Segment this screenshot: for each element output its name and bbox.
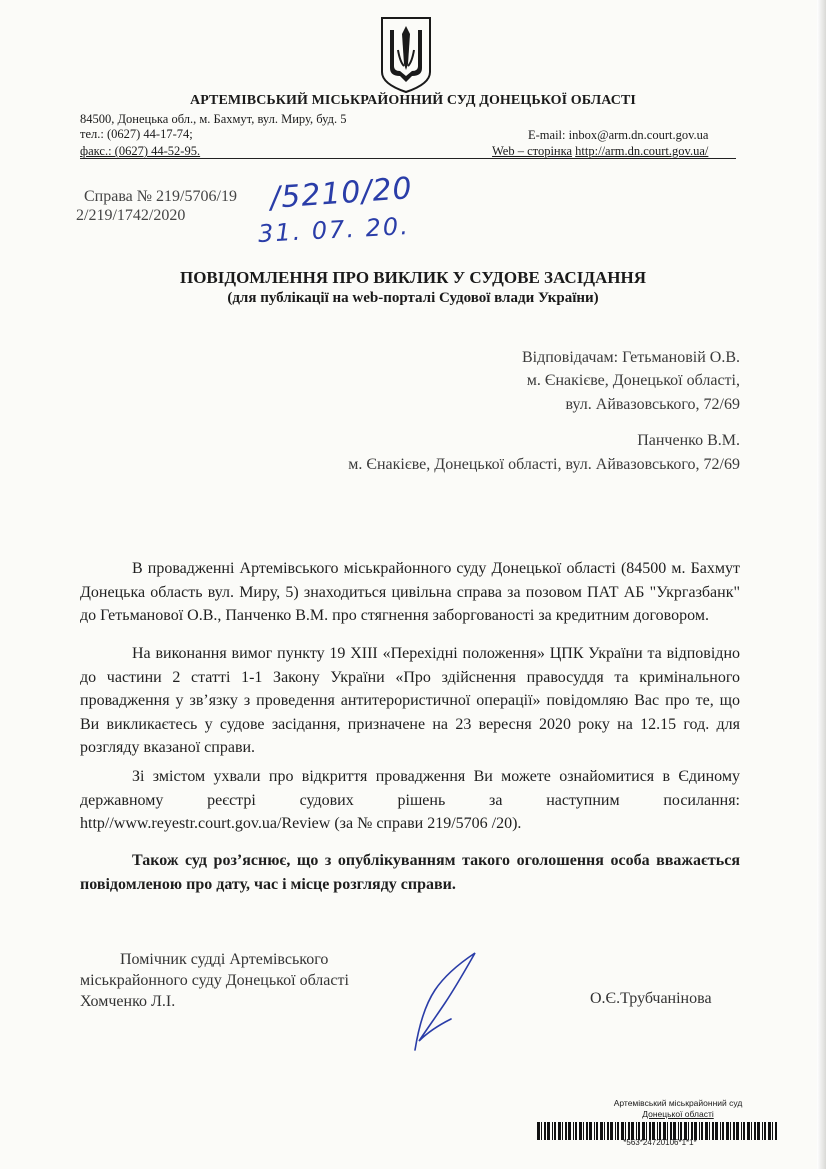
barcode-bar xyxy=(552,1122,553,1140)
court-fax-text: факс.: (0627) 44-52-95. xyxy=(80,144,201,158)
website-label: Web – сторінка xyxy=(492,144,573,158)
body-paragraph-text: Також суд роз’яснює, що з опублікуванням такого оголошення особа вважається повідомленою про дату, час і місце розгляду справи. xyxy=(80,852,740,893)
barcode-bar xyxy=(772,1122,773,1140)
document-title: ПОВІДОМЛЕННЯ ПРО ВИКЛИК У СУДОВЕ ЗАСІДАННЯ xyxy=(179,268,647,287)
body-paragraph xyxy=(80,557,740,628)
barcode-number: *563*24720106*1*1* xyxy=(623,1138,697,1147)
case-reg-number: 2/219/1742/2020 xyxy=(76,207,186,224)
court-website xyxy=(492,144,708,159)
body-paragraph xyxy=(80,765,740,836)
barcode-bar xyxy=(764,1122,766,1140)
signer-court: міськрайонного суду Донецької області xyxy=(80,972,349,989)
barcode-bar xyxy=(775,1122,777,1140)
body-paragraph-text: В провадженні Артемівського міськрайонного суду Донецької області (84500 м. Бахмут Донецька область вул. Миру, 5) знаходиться цивільна справа за позовом ПАТ АБ "Укргазбанк" до Гетьманової О.В., Панченко В.М. про стягнення заборгованості за кредитним договором. xyxy=(80,560,740,624)
case-number: Справа № 219/5706/19 xyxy=(84,188,237,205)
stamp-line: Донецької області xyxy=(642,1109,714,1119)
recipient-line: вул. Айвазовського, 72/69 xyxy=(565,396,740,413)
barcode-bar xyxy=(762,1122,763,1140)
recipient-line: м. Єнакієве, Донецької області, вул. Айвазовського, 72/69 xyxy=(348,456,740,473)
recipient-line: Відповідачам: Гетьмановій О.В. xyxy=(521,349,740,366)
court-email: E-mail: inbox@arm.dn.court.gov.ua xyxy=(528,128,709,142)
barcode-bar xyxy=(768,1122,771,1140)
recipient-line: м. Єнакієве, Донецької області, xyxy=(526,372,740,389)
signer-position-text: Помічник судді Артемівського xyxy=(120,951,329,968)
signer-position xyxy=(80,949,349,970)
document-subtitle: (для публікації на web-порталі Судової влади України) xyxy=(227,290,599,306)
barcode-bar xyxy=(537,1122,540,1140)
signer-block xyxy=(80,949,349,1012)
handwritten-date: 31. 07. 20. xyxy=(257,212,411,248)
signer-name: Хомченко Л.І. xyxy=(80,993,176,1010)
barcode-bar xyxy=(554,1122,556,1140)
signatory-name: О.Є.Трубчанінова xyxy=(590,990,712,1007)
body-paragraph-notice xyxy=(80,849,740,896)
court-name: АРТЕМІВСЬКИЙ МІСЬКРАЙОННИЙ СУД ДОНЕЦЬКОЇ ОБЛАСТІ xyxy=(190,93,636,108)
body-paragraph-text: Зі змістом ухвали про відкриття провадження Ви можете ознайомитися в Єдиному державному реєстрі судових рішень за наступним посилання: http//www.reyestr.court.gov.ua/Review (за № справи 219/5706 /20). xyxy=(80,768,740,832)
court-phone: тел.: (0627) 44-17-74; xyxy=(80,127,193,141)
barcode-bar xyxy=(541,1122,542,1140)
barcode-bar xyxy=(544,1122,546,1140)
body-paragraph xyxy=(80,642,740,760)
handwritten-signature xyxy=(405,945,495,1055)
recipient-line: Панченко В.М. xyxy=(637,432,740,449)
court-address: 84500, Донецька обл., м. Бахмут, вул. Миру, буд. 5 xyxy=(80,112,347,126)
website-url: http://arm.dn.court.gov.ua/ xyxy=(575,144,709,158)
stamp-line: Артемівський міськрайонний суд xyxy=(613,1098,743,1108)
registry-stamp xyxy=(578,1098,778,1120)
trident-emblem-icon xyxy=(376,14,436,94)
handwritten-incoming-number: /5210/20 xyxy=(268,171,414,216)
barcode-bar xyxy=(547,1122,550,1140)
body-paragraph-text: На виконання вимог пункту 19 ХІІІ «Перехідні положення» ЦПК України та відповідно до частини 2 статті 1-1 Закону України «Про здійснення правосуддя та кримінального провадження у зв’язку з проведення антитерористичної операції» повідомляю Вас про те, що Ви викликаєтесь у судове засідання, призначене на 23 вересня 2020 року на 12.15 год. для розгляду вказаної справи. xyxy=(80,645,740,756)
page-edge xyxy=(817,0,826,1169)
